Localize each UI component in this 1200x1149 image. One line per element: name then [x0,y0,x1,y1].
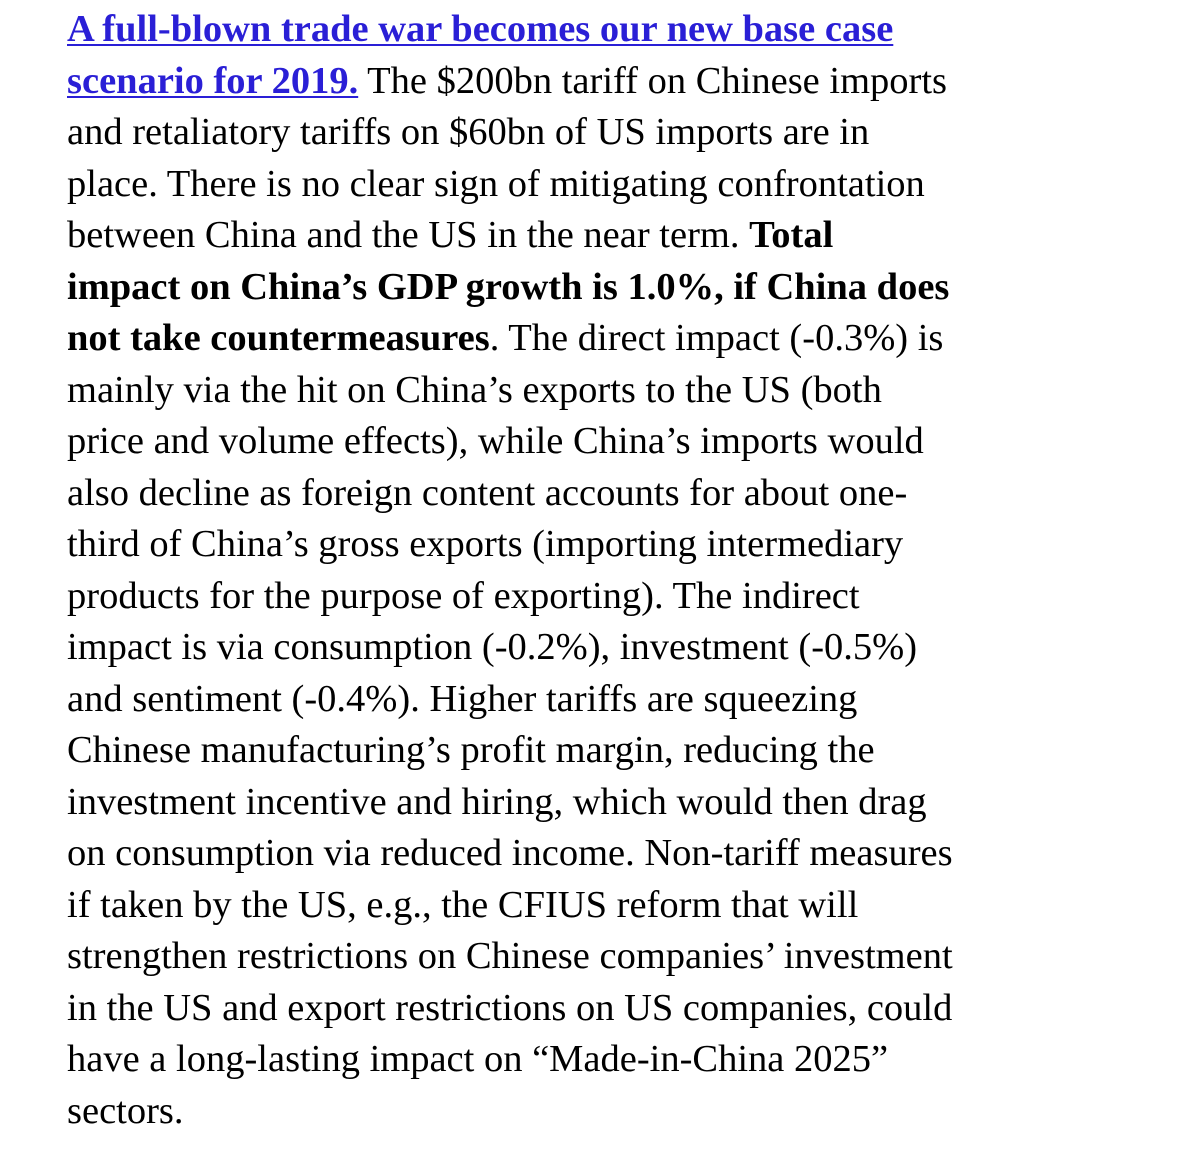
text-line: place. There is no clear sign of mitigating confrontation [67,162,925,205]
text-line: if taken by the US, e.g., the CFIUS reform that will [67,883,859,926]
text-line [67,210,1147,262]
text-line [67,313,1147,365]
bold-key-finding: impact on China’s GDP growth is 1.0%, if China does [67,265,950,308]
text-line: sectors. [67,1089,184,1132]
text-line [67,56,1147,108]
bold-key-finding: Total [749,214,834,256]
text-line: and retaliatory tariffs on $60bn of US imports are in [67,111,870,153]
text-line: on consumption via reduced income. Non-tariff measures [67,832,953,874]
text-line: mainly via the hit on China’s exports to the US (both [67,368,882,411]
text-line: in the US and export restrictions on US companies, could [67,986,953,1029]
text-line [67,4,1147,56]
text-line: have a long-lasting impact on “Made-in-China 2025” [67,1038,889,1080]
text-line: third of China’s gross exports (importing intermediary [67,523,904,565]
document-paragraph [67,4,1147,1137]
body-text: between China and the US in the near term. [67,214,750,256]
headline-link[interactable]: A full-blown trade war becomes our new base case [67,8,894,50]
text-line: investment incentive and hiring, which would then drag [67,780,927,823]
text-line: price and volume effects), while China’s imports would [67,420,924,462]
body-text: . The direct impact (-0.3%) is [489,317,944,359]
text-line: and sentiment (-0.4%). Higher tariffs are squeezing [67,677,858,720]
text-line: impact is via consumption (-0.2%), investment (-0.5%) [67,626,918,668]
text-line: also decline as foreign content accounts for about one- [67,471,908,514]
text-line: strengthen restrictions on Chinese companies’ investment [67,935,953,977]
text-line: products for the purpose of exporting). The indirect [67,574,860,617]
bold-key-finding: not take countermeasures [67,317,490,359]
body-text: The $200bn tariff on Chinese imports [358,59,948,102]
text-line: Chinese manufacturing’s profit margin, reducing the [67,729,875,771]
headline-link-continued[interactable]: scenario for 2019. [67,59,359,102]
